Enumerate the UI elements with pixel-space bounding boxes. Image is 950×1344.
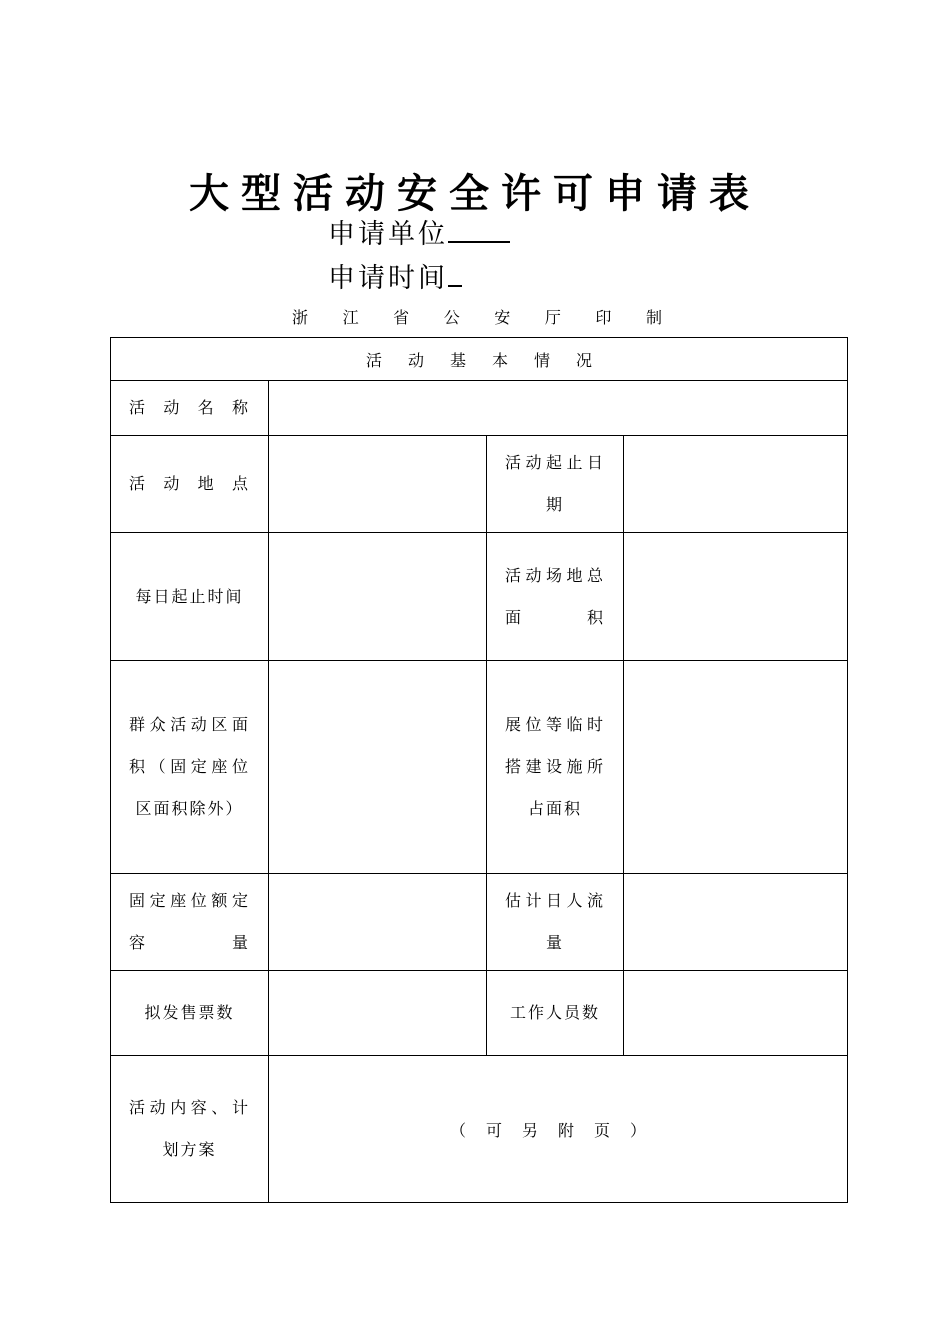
- section-heading: 活动基本情况: [111, 338, 848, 381]
- applicant-unit-label: 申请单位: [328, 219, 448, 250]
- application-time-label: 申请时间: [328, 263, 448, 294]
- daily-hours-field[interactable]: [269, 533, 487, 661]
- temp-structures-area-label: 展位等临时搭建设施所占面积: [487, 661, 624, 874]
- issuer-char: 浙: [292, 308, 309, 327]
- issuer-char: 印: [595, 308, 612, 327]
- tickets-label: 拟发售票数: [111, 971, 269, 1056]
- activity-location-field[interactable]: [269, 436, 487, 533]
- content-plan-note: （可另附页）: [450, 1120, 667, 1140]
- applicant-unit-line: [328, 212, 510, 251]
- daily-flow-field[interactable]: [624, 874, 848, 971]
- content-plan-field[interactable]: [269, 1056, 848, 1203]
- issuer-char: 制: [645, 308, 662, 327]
- staff-field[interactable]: [624, 971, 848, 1056]
- venue-area-field[interactable]: [624, 533, 848, 661]
- staff-label: 工作人员数: [487, 971, 624, 1056]
- content-plan-label: 活动内容、计划方案: [111, 1056, 269, 1203]
- issuer-line: [292, 305, 662, 328]
- crowd-area-field[interactable]: [269, 661, 487, 874]
- issuer-char: 安: [494, 308, 511, 327]
- activity-dates-field[interactable]: [624, 436, 848, 533]
- activity-location-label: 活动地点: [111, 436, 269, 533]
- activity-name-label: 活动名称: [111, 381, 269, 436]
- fixed-seat-capacity-label: 固定座位额定容量: [111, 874, 269, 971]
- activity-name-field[interactable]: [269, 381, 848, 436]
- page-title: 大型活动安全许可申请表: [189, 171, 761, 217]
- issuer-char: 厅: [544, 308, 561, 327]
- application-time-line: [328, 256, 462, 295]
- fixed-seat-capacity-field[interactable]: [269, 874, 487, 971]
- application-time-blank[interactable]: [448, 261, 462, 287]
- crowd-area-label: 群众活动区面积（固定座位区面积除外）: [111, 661, 269, 874]
- application-form-table: [110, 337, 848, 1203]
- issuer-char: 省: [393, 308, 410, 327]
- daily-hours-label: 每日起止时间: [111, 533, 269, 661]
- temp-structures-area-field[interactable]: [624, 661, 848, 874]
- activity-dates-label: 活动起止日期: [487, 436, 624, 533]
- tickets-field[interactable]: [269, 971, 487, 1056]
- daily-flow-label: 估计日人流量: [487, 874, 624, 971]
- applicant-unit-blank[interactable]: [448, 217, 510, 243]
- issuer-char: 公: [443, 308, 460, 327]
- issuer-char: 江: [342, 308, 359, 327]
- venue-area-label: 活动场地总面积: [487, 533, 624, 661]
